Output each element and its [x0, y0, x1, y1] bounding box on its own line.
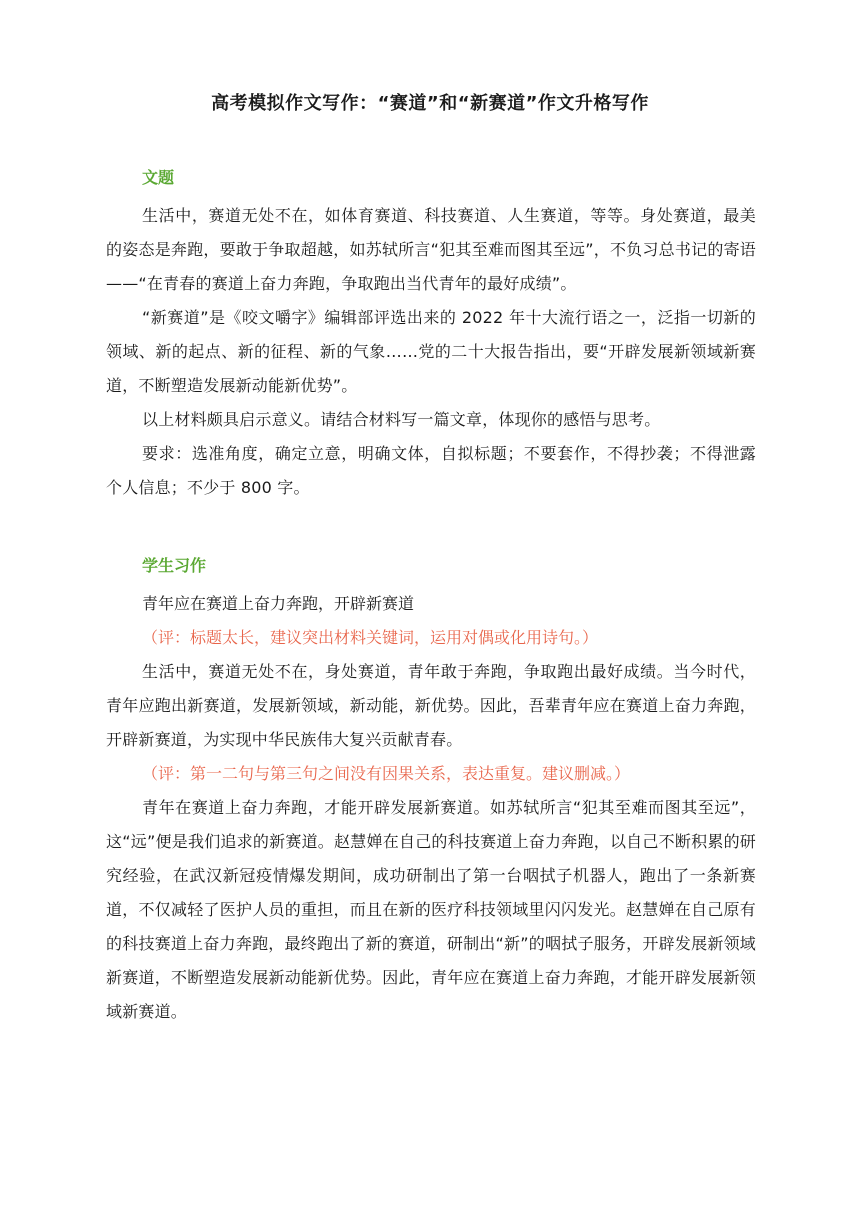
prompt-paragraph-1: 生活中，赛道无处不在，如体育赛道、科技赛道、人生赛道，等等。身处赛道，最美的姿态是奔跑，要敢于争取超越，如苏轼所言“犯其至难而图其至远”，不负习总书记的寄语——“在青春的赛道上奋力奔跑，争取跑出当代青年的最好成绩”。	[106, 206, 756, 293]
prompt-heading: 文题	[142, 168, 175, 187]
essay-paragraph-2: 青年在赛道上奋力奔跑，才能开辟发展新赛道。如苏轼所言“犯其至难而图其至远”，这“远”便是我们追求的新赛道。赵慧婵在自己的科技赛道上奋力奔跑，以自己不断积累的研究经验，在武汉新冠疫情爆发期间，成功研制出了第一台咽拭子机器人，跑出了一条新赛道，不仅减轻了医护人员的重担，而且在新的医疗科技领域里闪闪发光。赵慧婵在自己原有的科技赛道上奋力奔跑，最终跑出了新的赛道，研制出“新”的咽拭子服务，开辟发展新领域新赛道，不断塑造发展新动能新优势。因此，青年应在赛道上奋力奔跑，才能开辟发展新领域新赛道。	[106, 798, 756, 1021]
prompt-requirements: 要求：选准角度，确定立意，明确文体，自拟标题；不要套作，不得抄袭；不得泄露个人信息；不少于 800 字。	[106, 444, 756, 497]
prompt-paragraph-2: “新赛道”是《咬文嚼字》编辑部评选出来的 2022 年十大流行语之一，泛指一切新的领域、新的起点、新的征程、新的气象……党的二十大报告指出，要“开辟发展新领域新赛道，不断塑造发展新动能新优势”。	[106, 308, 756, 395]
essay-title: 青年应在赛道上奋力奔跑，开辟新赛道	[142, 594, 415, 613]
review-comment-1: （评：标题太长，建议突出材料关键词，运用对偶或化用诗句。）	[142, 628, 599, 647]
review-comment-2: （评：第一二句与第三句之间没有因果关系，表达重复。建议删减。）	[142, 764, 631, 783]
prompt-paragraph-3: 以上材料颇具启示意义。请结合材料写一篇文章，体现你的感悟与思考。	[142, 410, 661, 429]
essay-paragraph-1: 生活中，赛道无处不在，身处赛道，青年敢于奔跑，争取跑出最好成绩。当今时代，青年应跑出新赛道，发展新领域，新动能，新优势。因此，吾辈青年应在赛道上奋力奔跑，开辟新赛道，为实现中华民族伟大复兴贡献青春。	[106, 662, 756, 749]
student-essay-heading: 学生习作	[142, 556, 207, 575]
document-body	[106, 163, 756, 1029]
document-title: 高考模拟作文写作：“赛道”和“新赛道”作文升格写作	[211, 93, 649, 114]
